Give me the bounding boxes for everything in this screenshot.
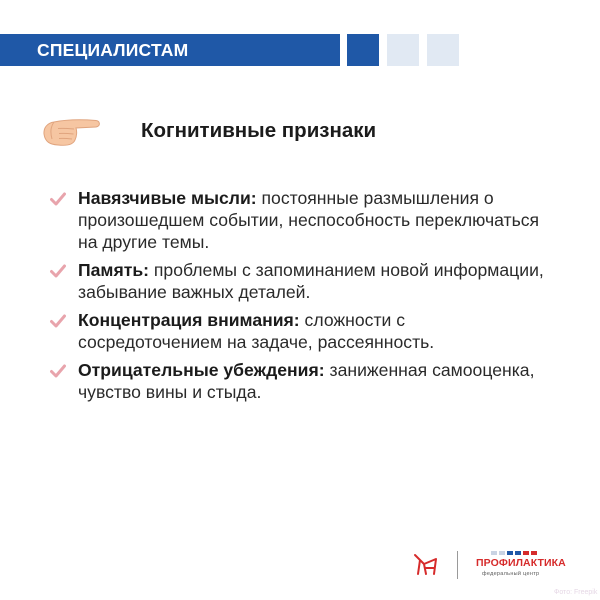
list-item: [50, 259, 550, 303]
logo-name: ПРОФИЛАКТИКА: [476, 557, 566, 569]
item-text: заниженная самооценка, чувство вины и стыда.: [78, 360, 535, 402]
section-label: СПЕЦИАЛИСТАМ: [37, 40, 189, 60]
banner-square-light: [387, 34, 419, 66]
check-icon: [50, 264, 66, 278]
item-title: Память:: [78, 260, 150, 280]
logo-subtitle: федеральный центр: [482, 571, 540, 577]
banner-square-dark: [347, 34, 379, 66]
page-title: Когнитивные признаки: [141, 119, 377, 142]
list-item: [50, 309, 550, 353]
check-icon: [50, 192, 66, 206]
item-text: проблемы с запоминанием новой информации, забывание важных деталей.: [78, 260, 544, 302]
item-title: Навязчивые мысли:: [78, 188, 257, 208]
banner-square-light: [427, 34, 459, 66]
section-banner: [0, 34, 340, 66]
list-item: [50, 359, 550, 403]
item-title: Отрицательные убеждения:: [78, 360, 325, 380]
item-title: Концентрация внимания:: [78, 310, 300, 330]
item-text: постоянные размышления о произошедшем событии, неспособность переключаться на другие темы.: [78, 188, 540, 252]
logo-color-bars: [491, 551, 537, 555]
logo-divider: [457, 551, 458, 579]
list-item: [50, 187, 550, 253]
photo-credit: Фото: Freepik: [554, 589, 598, 596]
pointing-hand-icon: [40, 113, 102, 149]
check-icon: [50, 364, 66, 378]
check-icon: [50, 314, 66, 328]
logo-mark-icon: [412, 552, 440, 576]
item-text: сложности с сосредоточением на задаче, рассеянность.: [78, 310, 435, 352]
symptom-list: [50, 187, 550, 409]
